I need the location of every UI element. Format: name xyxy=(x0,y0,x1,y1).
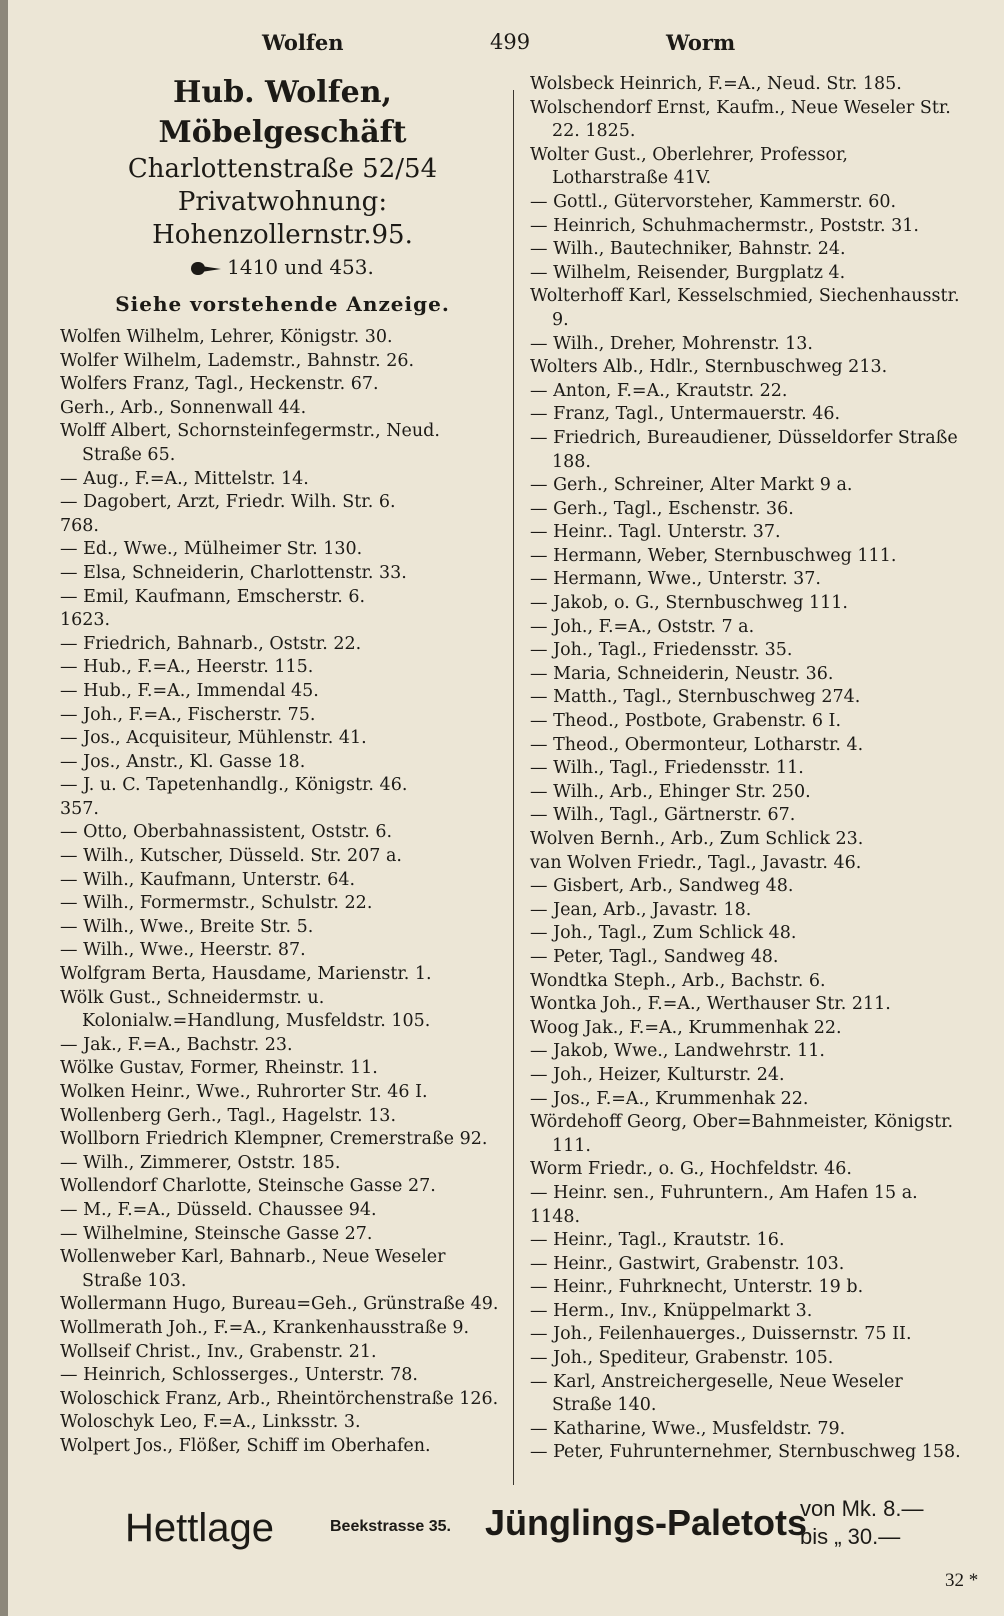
directory-entry: Wontka Joh., F.=A., Werthauser Str. 211. xyxy=(530,994,891,1015)
directory-entry: Wollenberg Gerh., Tagl., Hagelstr. 13. xyxy=(60,1105,397,1126)
right-entries xyxy=(530,73,962,1465)
directory-entry: — Wilhelm, Reisender, Burgplatz 4. xyxy=(530,262,846,283)
directory-entry: Wollenweber Karl, Bahnarb., Neue Weseler Straße 103. xyxy=(60,1247,446,1291)
directory-entry: Wölke Gustav, Former, Rheinstr. 11. xyxy=(60,1058,378,1079)
directory-entry: Worm Friedr., o. G., Hochfeldstr. 46. xyxy=(530,1159,852,1180)
directory-entry: — Jakob, o. G., Sternbuschweg 111. xyxy=(530,593,848,614)
directory-entry: Wolsbeck Heinrich, F.=A., Neud. Str. 185. xyxy=(530,74,902,94)
directory-entry: — Peter, Tagl., Sandweg 48. xyxy=(530,946,779,967)
directory-entry: — Joh., Feilenhauerges., Duissernstr. 75 II. xyxy=(530,1324,912,1345)
directory-entry: 1623. xyxy=(60,610,111,631)
directory-entry: — Katharine, Wwe., Musfeldstr. 79. xyxy=(530,1418,846,1439)
signature-mark: 32 * xyxy=(945,1570,979,1591)
running-head-left: Wolfen xyxy=(262,30,344,55)
directory-entry: — Friedrich, Bureaudiener, Düsseldorfer Straße 188. xyxy=(530,427,958,472)
ad-line-3: Privatwohnung: Hohenzollernstr.95. xyxy=(152,187,413,250)
directory-entry: — Heinr., Gastwirt, Grabenstr. 103. xyxy=(530,1253,845,1274)
directory-entry: — Wilhelmine, Steinsche Gasse 27. xyxy=(60,1223,373,1244)
directory-entry: — Wilh., Dreher, Mohrenstr. 13. xyxy=(530,333,813,354)
directory-entry: — Wilh., Bautechniker, Bahnstr. 24. xyxy=(530,239,846,260)
directory-entry: Wördehoff Georg, Ober=Bahnmeister, Königstr. 111. xyxy=(530,1112,954,1156)
left-column xyxy=(60,73,505,1459)
ad-phone: 1410 und 453. xyxy=(227,255,374,279)
directory-entry: Wolschendorf Ernst, Kaufm., Neue Weseler Str. 22. 1825. xyxy=(530,97,951,142)
column-divider xyxy=(513,90,514,1485)
directory-entry: — Anton, F.=A., Krautstr. 22. xyxy=(530,380,788,401)
running-head-right: Worm xyxy=(666,30,736,55)
ad-line-1: Hub. Wolfen, Möbelgeschäft xyxy=(158,75,407,150)
directory-entry: — Herm., Inv., Knüppelmarkt 3. xyxy=(530,1300,813,1321)
directory-entry: — Hermann, Wwe., Unterstr. 37. xyxy=(530,569,821,590)
directory-entry: — Karl, Anstreichergeselle, Neue Weseler Straße 140. xyxy=(530,1371,903,1416)
directory-entry: Wollmerath Joh., F.=A., Krankenhausstraße 9. xyxy=(60,1317,470,1338)
directory-entry: Wolven Bernh., Arb., Zum Schlick 23. xyxy=(530,829,864,849)
directory-entry: 1148. xyxy=(530,1206,581,1227)
directory-entry: — Wilh., Formermstr., Schulstr. 22. xyxy=(60,893,373,914)
directory-entry: Wolpert Jos., Flößer, Schiff im Oberhafen. xyxy=(60,1435,431,1456)
directory-entry: — Emil, Kaufmann, Emscherstr. 6. xyxy=(60,586,366,607)
directory-entry: — Matth., Tagl., Sternbuschweg 274. xyxy=(530,687,861,708)
directory-entry: Wondtka Steph., Arb., Bachstr. 6. xyxy=(530,970,826,991)
directory-entry: — Maria, Schneiderin, Neustr. 36. xyxy=(530,663,834,684)
directory-entry: — Aug., F.=A., Mittelstr. 14. xyxy=(60,468,309,489)
directory-entry: Wollborn Friedrich Klempner, Cremerstraße 92. xyxy=(60,1129,488,1150)
directory-entry: — Wilh., Zimmerer, Oststr. 185. xyxy=(60,1152,341,1173)
footer-address: Beekstrasse 35. xyxy=(330,1518,451,1535)
directory-entry: Woloschick Franz, Arb., Rheintörchenstraße 126. xyxy=(60,1388,499,1409)
footer-price-from: von Mk. 8.— xyxy=(800,1496,924,1521)
right-column xyxy=(530,73,962,1465)
directory-entry: — Joh., Heizer, Kulturstr. 24. xyxy=(530,1064,785,1085)
directory-entry: Wolfers Franz, Tagl., Heckenstr. 67. xyxy=(60,374,379,395)
page-number: 499 xyxy=(490,30,531,54)
directory-entry: Wolterhoff Karl, Kesselschmied, Siechenhausstr. 9. xyxy=(530,286,960,330)
directory-entry: Wollendorf Charlotte, Steinsche Gasse 27. xyxy=(60,1176,436,1197)
directory-entry: — Hermann, Weber, Sternbuschweg 111. xyxy=(530,545,897,566)
directory-entry: — Hub., F.=A., Immendal 45. xyxy=(60,680,319,701)
directory-entry: — Wilh., Kaufmann, Unterstr. 64. xyxy=(60,869,356,890)
directory-entry: — Joh., Tagl., Zum Schlick 48. xyxy=(530,923,797,944)
directory-entry: — Joh., F.=A., Fischerstr. 75. xyxy=(60,704,316,725)
ad-line-5: Siehe vorstehende Anzeige. xyxy=(115,292,450,316)
directory-entry: — Heinr.. Tagl. Unterstr. 37. xyxy=(530,522,781,543)
directory-entry: — Wilh., Kutscher, Düsseld. Str. 207 a. xyxy=(60,846,402,867)
directory-entry: — Joh., Tagl., Friedensstr. 35. xyxy=(530,640,793,661)
footer-company: Hettlage xyxy=(125,1506,274,1550)
directory-entry: Wolter Gust., Oberlehrer, Professor, Lotharstraße 41V. xyxy=(530,144,848,189)
directory-entry: — Jakob, Wwe., Landwehrstr. 11. xyxy=(530,1041,825,1062)
directory-entry: — Elsa, Schneiderin, Charlottenstr. 33. xyxy=(60,562,407,583)
directory-entry: — Peter, Fuhrunternehmer, Sternbuschweg 158. xyxy=(530,1442,961,1463)
directory-entry: — Wilh., Wwe., Heerstr. 87. xyxy=(60,940,306,961)
directory-entry: — Theod., Obermonteur, Lotharstr. 4. xyxy=(530,734,864,755)
directory-entry: — Jos., F.=A., Krummenhak 22. xyxy=(530,1088,809,1109)
directory-entry: Wolters Alb., Hdlr., Sternbuschweg 213. xyxy=(530,357,888,378)
directory-entry: — Heinr., Fuhrknecht, Unterstr. 19 b. xyxy=(530,1277,864,1298)
footer-advertisement xyxy=(125,1496,955,1556)
directory-entry: — Gerh., Tagl., Eschenstr. 36. xyxy=(530,498,794,519)
directory-entry: — Jak., F.=A., Bachstr. 23. xyxy=(60,1034,293,1055)
ad-line-2: Charlottenstraße 52/54 xyxy=(127,154,438,184)
directory-entry: — Gisbert, Arb., Sandweg 48. xyxy=(530,876,794,897)
directory-entry: Woog Jak., F.=A., Krummenhak 22. xyxy=(530,1017,842,1038)
directory-entry: — Friedrich, Bahnarb., Oststr. 22. xyxy=(60,633,362,654)
left-entries xyxy=(60,326,505,1459)
directory-entry: — Heinr., Tagl., Krautstr. 16. xyxy=(530,1230,785,1251)
directory-entry: — Wilh., Arb., Ehinger Str. 250. xyxy=(530,781,811,802)
directory-entry: Wolfer Wilhelm, Lademstr., Bahnstr. 26. xyxy=(60,350,415,371)
directory-entry: — Wilh., Wwe., Breite Str. 5. xyxy=(60,916,314,937)
footer-product: Jünglings-Paletots xyxy=(485,1502,808,1543)
directory-entry: Wollseif Christ., Inv., Grabenstr. 21. xyxy=(60,1341,377,1362)
directory-entry: — M., F.=A., Düsseld. Chaussee 94. xyxy=(60,1199,377,1220)
ad-line-4 xyxy=(60,252,505,282)
directory-entry: — Joh., Spediteur, Grabenstr. 105. xyxy=(530,1348,834,1369)
directory-entry: — Otto, Oberbahnassistent, Oststr. 6. xyxy=(60,822,393,843)
directory-entry: — Heinr. sen., Fuhruntern., Am Hafen 15 a. xyxy=(530,1182,918,1203)
directory-entry: Wolken Heinr., Wwe., Ruhrorter Str. 46 I. xyxy=(60,1082,428,1102)
directory-entry: Woloschyk Leo, F.=A., Linksstr. 3. xyxy=(60,1412,361,1433)
directory-entry: Wölk Gust., Schneidermstr. u. Kolonialw.=Handlung, Musfeldstr. 105. xyxy=(60,987,431,1032)
directory-entry: — Joh., F.=A., Oststr. 7 a. xyxy=(530,616,755,637)
footer-price-to: bis „ 30.— xyxy=(800,1524,901,1549)
directory-entry: — Jean, Arb., Javastr. 18. xyxy=(530,899,752,920)
directory-entry: — Dagobert, Arzt, Friedr. Wilh. Str. 6. xyxy=(60,492,396,513)
directory-entry: — Gottl., Gütervorsteher, Kammerstr. 60. xyxy=(530,191,897,212)
advertisement xyxy=(60,73,505,326)
directory-entry: Wolff Albert, Schornsteinfegermstr., Neud. Straße 65. xyxy=(60,421,440,465)
directory-entry: Wolfen Wilhelm, Lehrer, Königstr. 30. xyxy=(60,327,393,347)
directory-entry: — Hub., F.=A., Heerstr. 115. xyxy=(60,657,314,678)
telephone-icon xyxy=(191,262,221,275)
directory-entry: 357. xyxy=(60,798,99,819)
directory-entry: — Heinrich, Schlosserges., Unterstr. 78. xyxy=(60,1365,418,1386)
directory-entry: — Ed., Wwe., Mülheimer Str. 130. xyxy=(60,539,363,560)
directory-entry: — Jos., Acquisiteur, Mühlenstr. 41. xyxy=(60,728,367,749)
directory-entry: 768. xyxy=(60,515,99,536)
directory-entry: — Franz, Tagl., Untermauerstr. 46. xyxy=(530,404,841,425)
directory-entry: Gerh., Arb., Sonnenwall 44. xyxy=(60,397,307,418)
directory-entry: — Jos., Anstr., Kl. Gasse 18. xyxy=(60,751,306,772)
directory-entry: — Wilh., Tagl., Gärtnerstr. 67. xyxy=(530,805,796,826)
directory-entry: — Heinrich, Schuhmachermstr., Poststr. 31. xyxy=(530,215,919,236)
directory-entry: — J. u. C. Tapetenhandlg., Königstr. 46. xyxy=(60,775,408,796)
directory-entry: van Wolven Friedr., Tagl., Javastr. 46. xyxy=(530,852,862,873)
directory-entry: Wollermann Hugo, Bureau=Geh., Grünstraße 49. xyxy=(60,1294,499,1315)
directory-entry: — Wilh., Tagl., Friedensstr. 11. xyxy=(530,758,804,779)
directory-entry: — Gerh., Schreiner, Alter Markt 9 a. xyxy=(530,475,853,496)
directory-entry: Wolfgram Berta, Hausdame, Marienstr. 1. xyxy=(60,964,432,985)
directory-entry: — Theod., Postbote, Grabenstr. 6 I. xyxy=(530,711,842,732)
